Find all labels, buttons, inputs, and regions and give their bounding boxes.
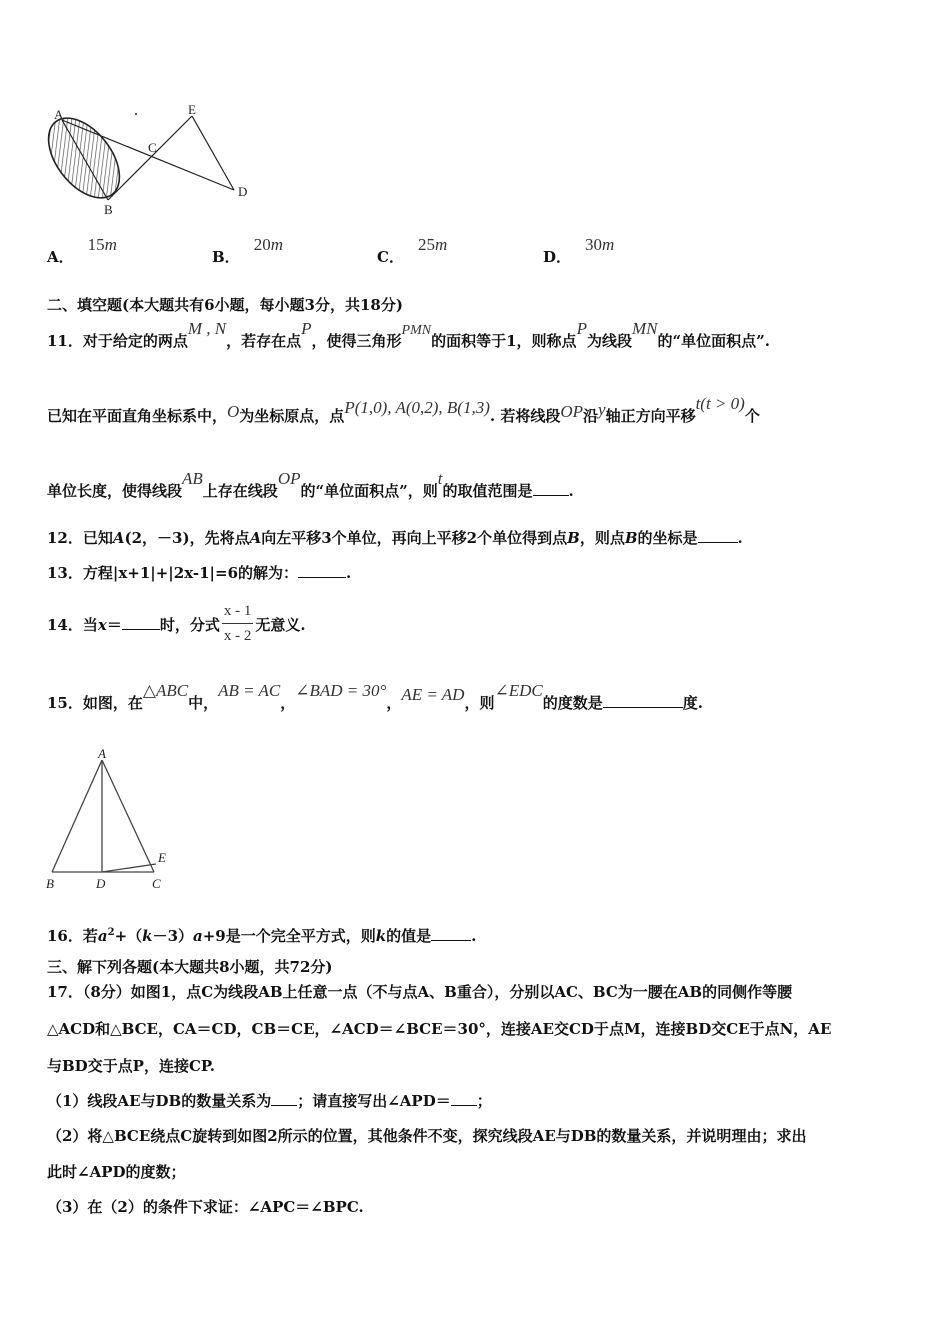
figure-ellipse-triangle — [44, 100, 264, 218]
choice-b: B．20m — [212, 235, 283, 266]
q17-line1: 17．（8分）如图1，点C为线段AB上任意一点（不与点A、B重合），分别以AC、BC为一腰在AB的同侧作等腰 — [47, 983, 793, 1001]
q17-sub1: （1）线段AE与DB的数量关系为 ；请直接写出∠APD＝ ； — [47, 1092, 492, 1110]
fig1-label-b: B — [104, 202, 113, 217]
q12-answer-blank[interactable] — [698, 528, 738, 543]
q17-line3: 与BD交于点P，连接CP. — [47, 1057, 215, 1075]
q14-line: 14．当x＝ 时，分式 $\frac{x - 1}{x - 2}$ 无意义. — [47, 603, 306, 644]
fig1-label-d: D — [238, 184, 248, 199]
choice-d: D．30m — [543, 235, 615, 266]
q17-answer-blank-1[interactable] — [271, 1091, 297, 1106]
q17-line2: △ACD和△BCE，CA＝CD，CB＝CE，∠ACD＝∠BCE＝30°，连接AE交CD于点M，连接BD交CE于点N，AE — [47, 1020, 832, 1038]
q17-sub2-cont: 此时∠APD的度数； — [47, 1163, 186, 1181]
fig1-label-c: C — [148, 140, 157, 155]
q14-answer-blank[interactable] — [122, 615, 160, 630]
fig1-label-e: E — [188, 102, 196, 117]
fig2-label-e: E — [158, 850, 166, 865]
q13-line: 13．方程|x+1|+|2x-1|=6的解为： . — [47, 564, 352, 582]
q12-line: 12．已知A(2，－3)，先将点A向左平移3个单位，再向上平移2个单位得到点B，则点B的坐标是 . — [47, 529, 743, 547]
q13-answer-blank[interactable] — [298, 563, 346, 578]
choice-c: C．25m — [377, 235, 448, 266]
q16-line: 16．若$a^2+(k-3)a+9$是一个完全平方式，则k的值是 . — [47, 927, 477, 945]
q11-line1: 11．对于给定的两点M , N，若存在点P，使得三角形PMN的面积等于1，则称点P为线段MN的“单位面积点”. — [47, 319, 770, 350]
fig2-label-a: A — [98, 746, 106, 761]
q11-line3: 单位长度，使得线段AB上存在线段OP的“单位面积点”，则t的取值范围是 . — [47, 469, 574, 500]
q16-answer-blank[interactable] — [431, 926, 471, 941]
choice-a: A．15m — [47, 235, 117, 266]
q11-line2: 已知在平面直角坐标系中，O为坐标原点，点P(1,0), A(0,2), B(1,3). 若将线段OP沿y轴正方向平移t(t > 0)个 — [47, 394, 760, 425]
q17-answer-blank-2[interactable] — [451, 1091, 477, 1106]
q17-sub2: （2）将△BCE绕点C旋转到如图2所示的位置，其他条件不变，探究线段AE与DB的数量关系，并说明理由；求出 — [47, 1127, 807, 1145]
figure-triangle-abc — [42, 746, 182, 894]
section3-heading: 三、解下列各题(本大题共8小题，共72分) — [47, 958, 333, 976]
fig2-label-b: B — [46, 876, 54, 891]
q14-fraction: $\frac{x - 1}{x - 2}$ — [223, 603, 252, 644]
fig2-label-d: D — [96, 876, 106, 891]
q15-answer-blank[interactable] — [603, 693, 683, 708]
section2-heading: 二、填空题(本大题共有6小题，每小题3分，共18分) — [47, 296, 403, 314]
q17-sub3: （3）在（2）的条件下求证：∠APC＝∠BPC. — [47, 1198, 364, 1216]
q11-answer-blank[interactable] — [533, 481, 569, 496]
fig2-label-c: C — [152, 876, 161, 891]
q15-line: 15．如图，在△ABC中，AB = AC，∠BAD = 30°，AE = AD，则∠EDC的度数是 度. — [47, 681, 703, 712]
fig1-label-a: A — [54, 107, 64, 122]
